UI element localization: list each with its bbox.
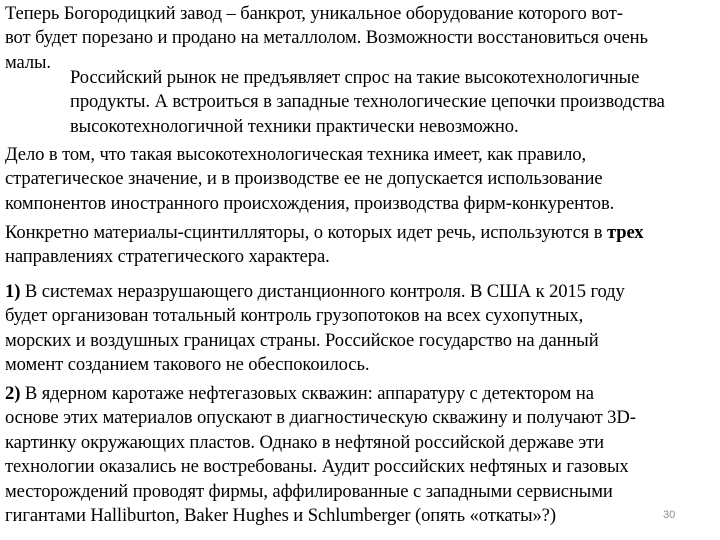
page-number: 30 xyxy=(663,509,676,521)
text-line: будет организован тотальный контроль грузопотоков на всех сухопутных, xyxy=(5,305,584,327)
text-line: технологии оказались не востребованы. Аудит российских нефтяных и газовых xyxy=(5,456,629,478)
text-run: В системах неразрушающего дистанционного контроля. В США к 2015 году xyxy=(20,281,625,302)
text-line: малы. xyxy=(5,51,51,73)
text-line: морских и воздушных границах страны. Российское государство на данный xyxy=(5,329,599,351)
text-line xyxy=(5,221,717,245)
paragraph-russian-market xyxy=(70,66,720,139)
text-line: направлениях стратегического характера. xyxy=(5,246,330,268)
text-line: Теперь Богородицкий завод – банкрот, уникальное оборудование которого вот- xyxy=(5,3,623,24)
list-number: 2) xyxy=(5,383,21,404)
text-line: гигантами Halliburton, Baker Hughes и Schlumberger (опять «откаты»?) xyxy=(5,505,556,527)
text-line: основе этих материалов опускают в диагностическую скважину и получают 3D- xyxy=(5,407,636,429)
text-line: картинку окружающих пластов. Однако в нефтяной российской державе эти xyxy=(5,431,605,453)
paragraph-point-1-remote-control xyxy=(5,280,717,378)
text-line: Российский рынок не предъявляет спрос на такие высокотехнологичные xyxy=(70,67,640,88)
text-line xyxy=(5,280,717,304)
text-line: вот будет порезано и продано на металлолом. Возможности восстановиться очень xyxy=(5,27,648,49)
text-run: В ядерном каротаже нефтегазовых скважин: аппаратуру с детектором на xyxy=(20,383,594,404)
text-line: месторождений проводят фирмы, аффилированные с западными сервисными xyxy=(5,480,613,502)
paragraph-bogoroditsk-plant xyxy=(5,2,717,75)
paragraph-scintillator-uses xyxy=(5,221,717,270)
text-line: момент созданием такового не обеспокоилось. xyxy=(5,354,370,376)
text-line: продукты. А встроиться в западные технологические цепочки производства xyxy=(70,91,665,113)
text-line xyxy=(5,382,717,406)
text-line: высокотехнологичной техники практически невозможно. xyxy=(70,115,519,137)
text-run: Конкретно материалы-сцинтилляторы, о которых идет речь, используются в xyxy=(5,222,607,243)
emphasis-text: трех xyxy=(606,222,644,243)
text-line: Дело в том, что такая высокотехнологическая техника имеет, как правило, xyxy=(5,144,587,165)
paragraph-strategic-technology xyxy=(5,143,717,216)
text-line: стратегическое значение, и в производстве ее не допускается использование xyxy=(5,168,603,190)
list-number: 1) xyxy=(5,281,21,302)
paragraph-point-2-nuclear-logging xyxy=(5,382,717,528)
text-line: компонентов иностранного происхождения, производства фирм-конкурентов. xyxy=(5,192,615,214)
